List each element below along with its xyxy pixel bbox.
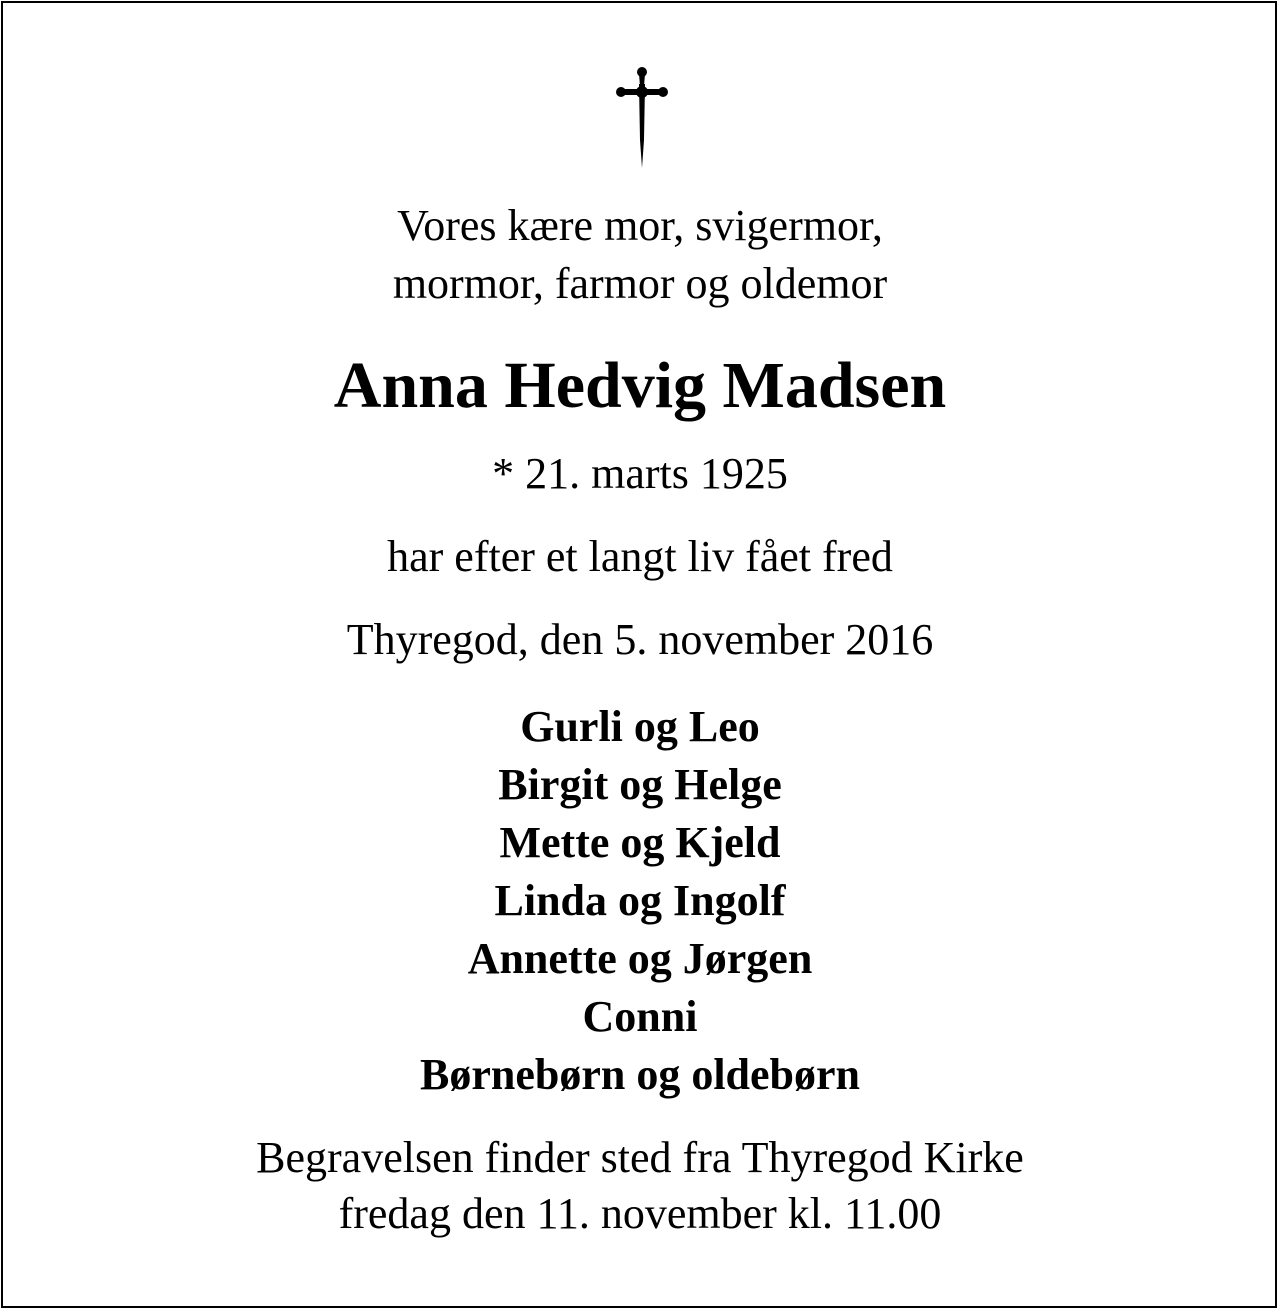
- intro-line: mormor, farmor og oldemor: [392, 259, 888, 308]
- deceased-name: Anna Hedvig Madsen: [333, 349, 947, 422]
- funeral-line: Begravelsen finder sted fra Thyregod Kirke: [256, 1133, 1024, 1182]
- mourner-name: Gurli og Leo: [520, 702, 760, 751]
- mourner-name: Birgit og Helge: [498, 760, 782, 809]
- birth-date: * 21. marts 1925: [492, 449, 788, 498]
- mourner-name: Linda og Ingolf: [494, 876, 786, 925]
- cross-icon: [614, 62, 670, 172]
- mourner-name: Børnebørn og oldebørn: [419, 1050, 861, 1099]
- mourners-list: [0, 698, 1280, 1104]
- funeral-line: fredag den 11. november kl. 11.00: [338, 1189, 942, 1238]
- intro-text: [0, 197, 1280, 313]
- passing-phrase: har efter et langt liv fået fred: [387, 532, 893, 581]
- mourner-name: Mette og Kjeld: [499, 818, 781, 867]
- mourner-name: Conni: [582, 992, 698, 1041]
- intro-line: Vores kære mor, svigermor,: [397, 201, 883, 250]
- funeral-details: [0, 1130, 1280, 1242]
- mourner-name: Annette og Jørgen: [467, 934, 813, 983]
- place-and-date: Thyregod, den 5. november 2016: [346, 615, 934, 664]
